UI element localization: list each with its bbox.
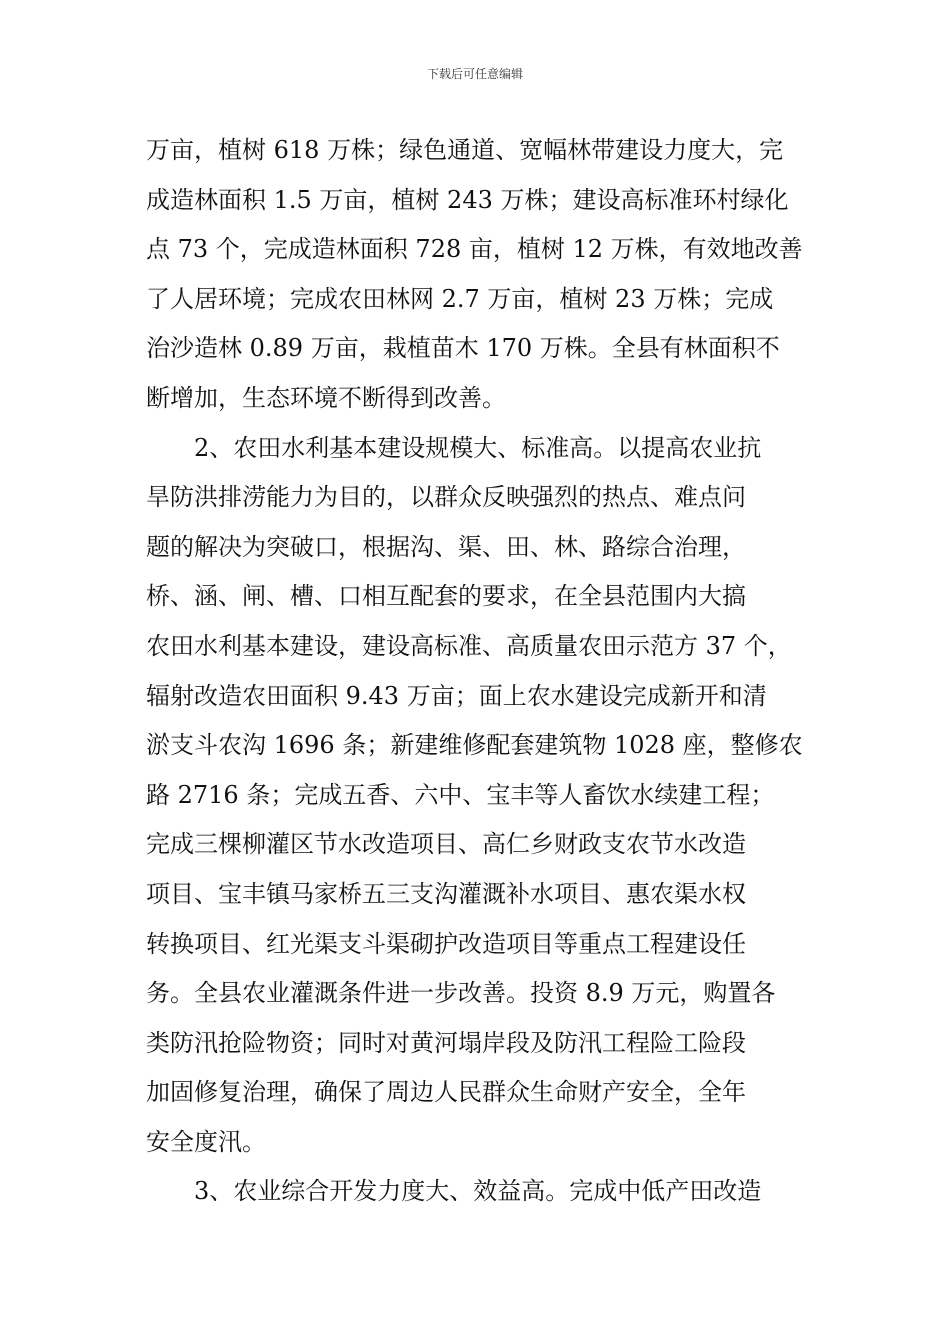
text-line: 2、农田水利基本建设规模大、标准高。以提高农业抗: [146, 433, 762, 462]
page-header: 下载后可任意编辑: [426, 67, 523, 81]
text-line: 治沙造林 0.89 万亩，栽植苗木 170 万株。全县有林面积不: [146, 334, 780, 363]
text-line: 类防汛抢险物资；同时对黄河塌岸段及防汛工程险工险段: [146, 1028, 746, 1057]
text-line: 断增加，生态环境不断得到改善。: [146, 383, 506, 412]
text-line: 了人居环境；完成农田林网 2.7 万亩，植树 23 万株；完成: [146, 284, 774, 313]
text-line: 万亩，植树 618 万株；绿色通道、宽幅林带建设力度大，完: [146, 136, 784, 164]
text-line: 项目、宝丰镇马家桥五三支沟灌溉补水项目、惠农渠水权: [146, 879, 746, 908]
text-line: 安全度汛。: [146, 1127, 266, 1156]
text-line: 桥、涵、闸、槽、口相互配套的要求，在全县范围内大搞: [146, 582, 746, 611]
text-line: 加固修复治理，确保了周边人民群众生命财产安全，全年: [146, 1078, 746, 1107]
text-line: 题的解决为突破口，根据沟、渠、田、林、路综合治理，: [146, 532, 746, 561]
text-line: 3、农业综合开发力度大、效益高。完成中低产田改造: [146, 1177, 762, 1206]
document-body: [146, 126, 822, 1217]
text-line: 完成三棵柳灌区节水改造项目、高仁乡财政支农节水改造: [146, 830, 746, 859]
text-line: 路 2716 条；完成五香、六中、宝丰等人畜饮水续建工程；: [146, 780, 775, 809]
text-line: 转换项目、红光渠支斗渠砌护改造项目等重点工程建设任: [146, 929, 746, 958]
text-line: 成造林面积 1.5 万亩，植树 243 万株；建设高标准环村绿化: [146, 185, 789, 214]
text-line: 辐射改造农田面积 9.43 万亩；面上农水建设完成新开和清: [146, 681, 767, 710]
text-line: 淤支斗农沟 1696 条；新建维修配套建筑物 1028 座，整修农: [146, 731, 803, 760]
text-line: 旱防洪排涝能力为目的，以群众反映强烈的热点、难点问: [146, 483, 746, 512]
text-line: 点 73 个，完成造林面积 728 亩，植树 12 万株，有效地改善: [146, 235, 803, 264]
text-line: 务。全县农业灌溉条件进一步改善。投资 8.9 万元，购置各: [146, 979, 776, 1008]
text-line: 农田水利基本建设，建设高标准、高质量农田示范方 37 个，: [146, 631, 792, 660]
